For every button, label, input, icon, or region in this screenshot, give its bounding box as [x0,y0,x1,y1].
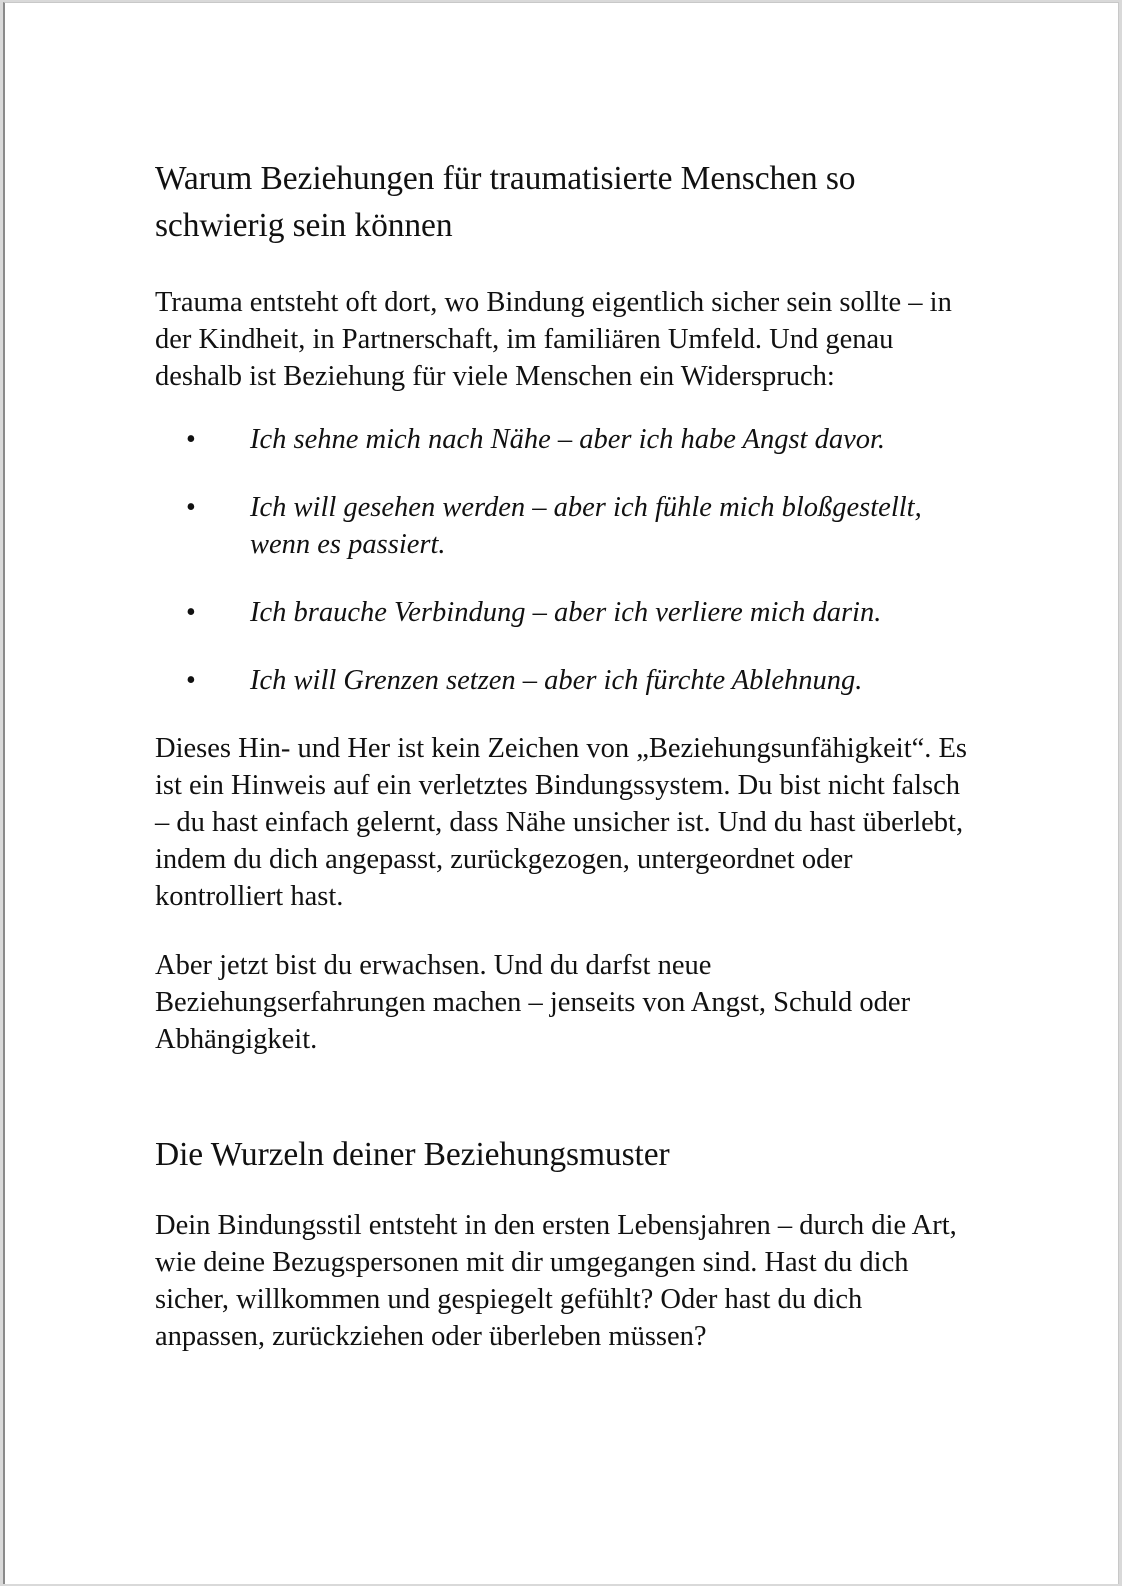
list-item-text: Ich brauche Verbindung – aber ich verliere mich darin. [250,597,882,628]
body-paragraph-attachment: Dein Bindungsstil entsteht in den ersten Lebensjahren – durch die Art, wie deine Bezugspersonen mit dir umgegangen sind. Hast du dich sicher, willkommen und gespiegelt gefühlt? Oder hast du dich anpassen, zurückziehen oder überleben müssen? [155,1210,957,1352]
list-item-text: Ich will Grenzen setzen – aber ich fürchte Ablehnung. [250,665,863,696]
list-item-text: Ich will gesehen werden – aber ich fühle mich bloßgestellt, wenn es passiert. [250,492,922,560]
section-heading-roots: Die Wurzeln deiner Beziehungsmuster [155,1136,670,1173]
document-page [3,2,1119,1584]
body-paragraph-adult: Aber jetzt bist du erwachsen. Und du darfst neue Beziehungserfahrungen machen – jenseits von Angst, Schuld oder Abhängigkeit. [155,950,911,1055]
bullet-icon: • [186,597,196,628]
list-item-text: Ich sehne mich nach Nähe – aber ich habe Angst davor. [250,424,886,455]
list-item [155,421,975,458]
bullet-icon: • [186,665,196,696]
bullet-icon: • [186,492,196,523]
body-paragraph-ambivalence: Dieses Hin- und Her ist kein Zeichen von „Beziehungsunfähigkeit“. Es ist ein Hinweis auf ein verletztes Bindungssystem. Du bist nicht falsch – du hast einfach gelernt, dass Nähe unsicher ist. Und du hast überlebt, indem du dich angepasst, zurückgezogen, untergeordnet oder kontrolliert hast. [155,733,968,912]
list-item [155,489,975,563]
section-heading-relationships: Warum Beziehungen für traumatisierte Menschen so schwierig sein können [155,160,856,244]
bullet-icon: • [186,424,196,455]
contradiction-list [155,421,975,699]
list-item [155,662,975,699]
list-item [155,594,975,631]
page-content [155,155,975,1355]
intro-paragraph: Trauma entsteht oft dort, wo Bindung eigentlich sicher sein sollte – in der Kindheit, in Partnerschaft, im familiären Umfeld. Und genau deshalb ist Beziehung für viele Menschen ein Widerspruch: [155,287,952,392]
